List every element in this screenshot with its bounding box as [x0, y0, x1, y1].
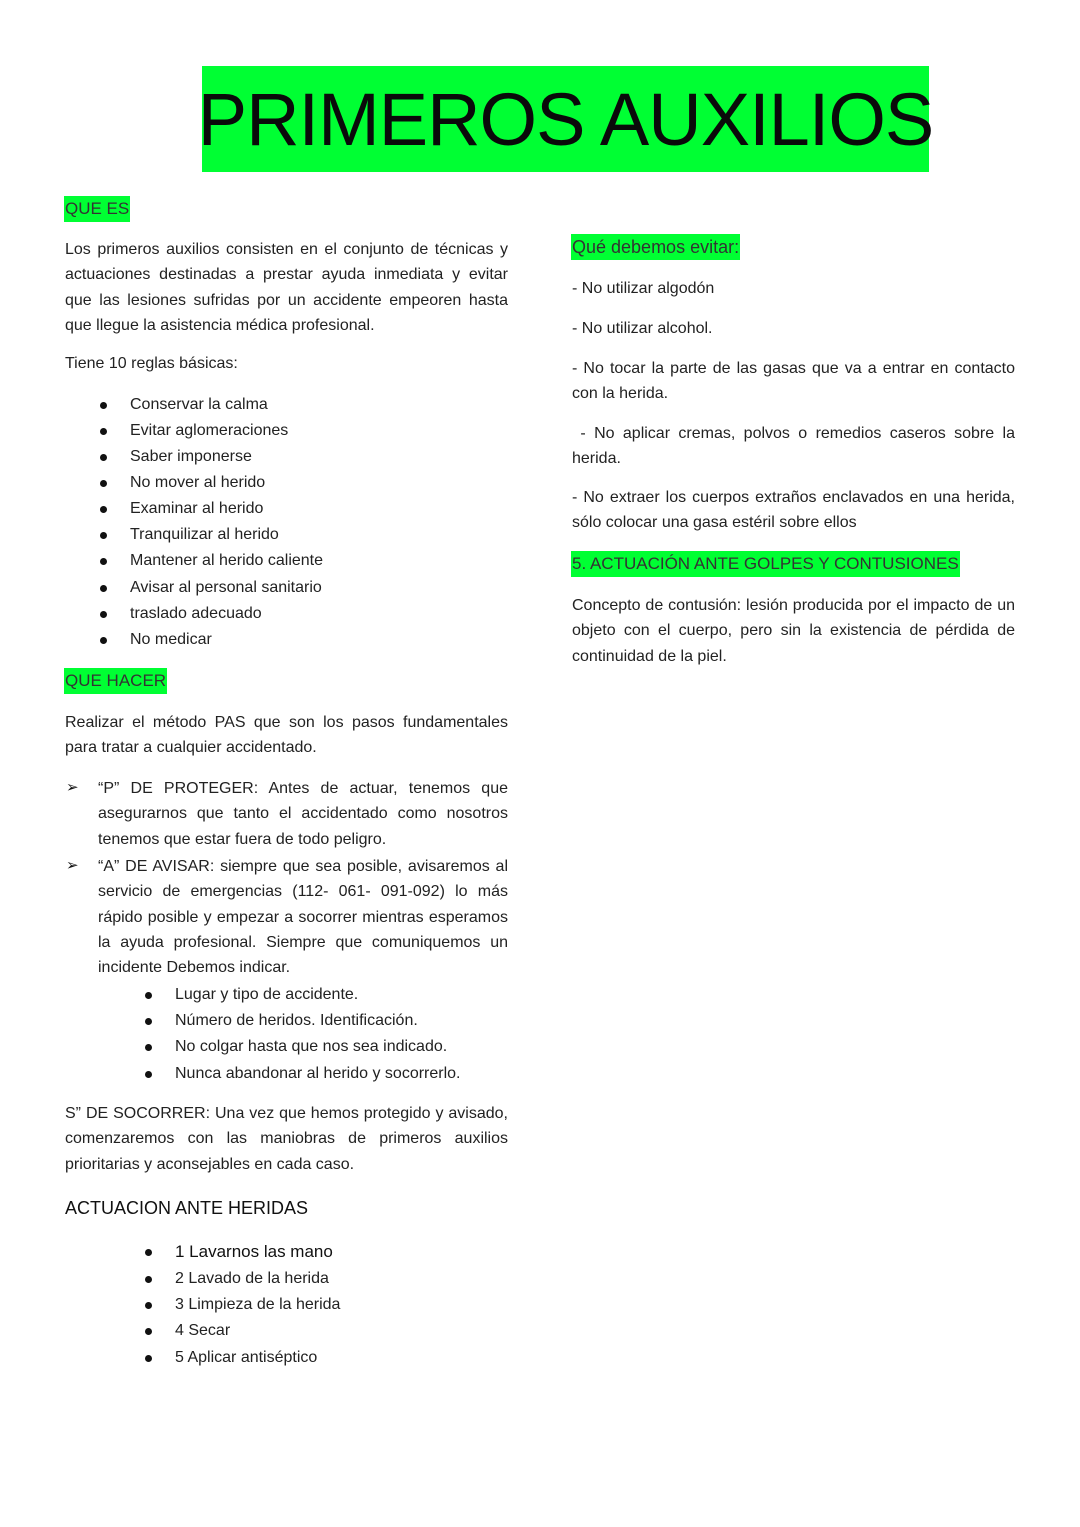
list-item: 2 Lavado de la herida	[175, 1270, 329, 1287]
heading-que-es: QUE ES	[64, 196, 130, 222]
heading-evitar: Qué debemos evitar:	[571, 234, 740, 260]
bullet-icon	[145, 1044, 152, 1051]
bullet-icon	[145, 1018, 152, 1025]
list-item: Examinar al herido	[130, 500, 264, 517]
bullet-icon	[145, 992, 152, 999]
pas-proteger: “P” DE PROTEGER: Antes de actuar, tenemos que asegurarnos que tanto el accidentado como nosotros tenemos que estar fuera de todo peligro.	[98, 780, 508, 848]
evitar-item: - No aplicar cremas, polvos o remedios caseros sobre la herida.	[572, 425, 1020, 468]
bullet-icon	[145, 1302, 152, 1309]
list-item: Número de heridos. Identificación.	[175, 1012, 418, 1029]
page-title: PRIMEROS AUXILIOS	[197, 77, 934, 161]
bullet-icon	[100, 454, 107, 461]
bullet-icon	[145, 1328, 152, 1335]
que-es-paragraph: Los primeros auxilios consisten en el conjunto de técnicas y actuaciones destinadas a prestar ayuda inmediata y evitar que las lesiones sufridas por un accidente empeoren hasta que llegue la asistencia médica profesional.	[65, 241, 508, 334]
heading-que-hacer: QUE HACER	[64, 668, 167, 694]
evitar-item: - No utilizar alcohol.	[572, 320, 713, 337]
bullet-icon	[145, 1276, 152, 1283]
list-item: 5 Aplicar antiséptico	[175, 1349, 318, 1366]
bullet-icon	[100, 611, 107, 618]
evitar-item: - No extraer los cuerpos extraños enclavados en una herida, sólo colocar una gasa estéril sobre ellos	[572, 489, 1015, 532]
list-item: Nunca abandonar al herido y socorrerlo.	[175, 1065, 461, 1082]
pas-socorrer: S” DE SOCORRER: Una vez que hemos protegido y avisado, comenzaremos con las maniobras de primeros auxilios prioritarias y aconsejables en cada caso.	[65, 1105, 508, 1173]
heading-heridas: ACTUACION ANTE HERIDAS	[65, 1198, 309, 1218]
arrow-bullet-icon: ➢	[66, 779, 79, 796]
list-item: No colgar hasta que nos sea indicado.	[175, 1038, 448, 1055]
heading-golpes: 5. ACTUACIÓN ANTE GOLPES Y CONTUSIONES	[571, 551, 960, 577]
bullet-icon	[145, 1071, 152, 1078]
bullet-icon	[100, 558, 107, 565]
list-item: Tranquilizar al herido	[130, 526, 279, 543]
list-item: traslado adecuado	[130, 605, 262, 622]
bullet-icon	[100, 532, 107, 539]
bullet-icon	[145, 1355, 152, 1362]
golpes-paragraph: Concepto de contusión: lesión producida por el impacto de un objeto con el cuerpo, pero sin la existencia de pérdida de continuidad de la piel.	[572, 597, 1015, 665]
bullet-icon	[100, 428, 107, 435]
list-item: No mover al herido	[130, 474, 266, 491]
list-item: Mantener al herido caliente	[130, 552, 324, 569]
list-item: Evitar aglomeraciones	[130, 422, 289, 439]
bullet-icon	[100, 402, 107, 409]
list-item: 4 Secar	[175, 1322, 231, 1339]
bullet-icon	[100, 637, 107, 644]
list-item: Conservar la calma	[130, 396, 268, 413]
list-item: 3 Limpieza de la herida	[175, 1296, 341, 1313]
list-item: Saber imponerse	[130, 448, 252, 465]
pas-avisar: “A” DE AVISAR: siempre que sea posible, avisaremos al servicio de emergencias (112- 061- 091-092) lo más rápido posible y empezar a socorrer mientras esperamos la ayuda profesional. Siempre que comuniquemos un incidente Debemos indicar.	[98, 858, 508, 977]
que-hacer-intro: Realizar el método PAS que son los pasos fundamentales para tratar a cualquier accidentado.	[65, 714, 508, 757]
list-item: No medicar	[130, 631, 212, 648]
arrow-bullet-icon: ➢	[66, 857, 79, 874]
evitar-item: - No utilizar algodón	[572, 280, 715, 297]
rules-intro: Tiene 10 reglas básicas:	[65, 355, 238, 372]
list-item: Avisar al personal sanitario	[130, 579, 322, 596]
list-item: Lugar y tipo de accidente.	[175, 986, 359, 1003]
list-item: 1 Lavarnos las mano	[175, 1242, 333, 1261]
bullet-icon	[145, 1249, 152, 1256]
bullet-icon	[100, 506, 107, 513]
evitar-item: - No tocar la parte de las gasas que va a entrar en contacto con la herida.	[572, 360, 1015, 403]
bullet-icon	[100, 585, 107, 592]
bullet-icon	[100, 480, 107, 487]
